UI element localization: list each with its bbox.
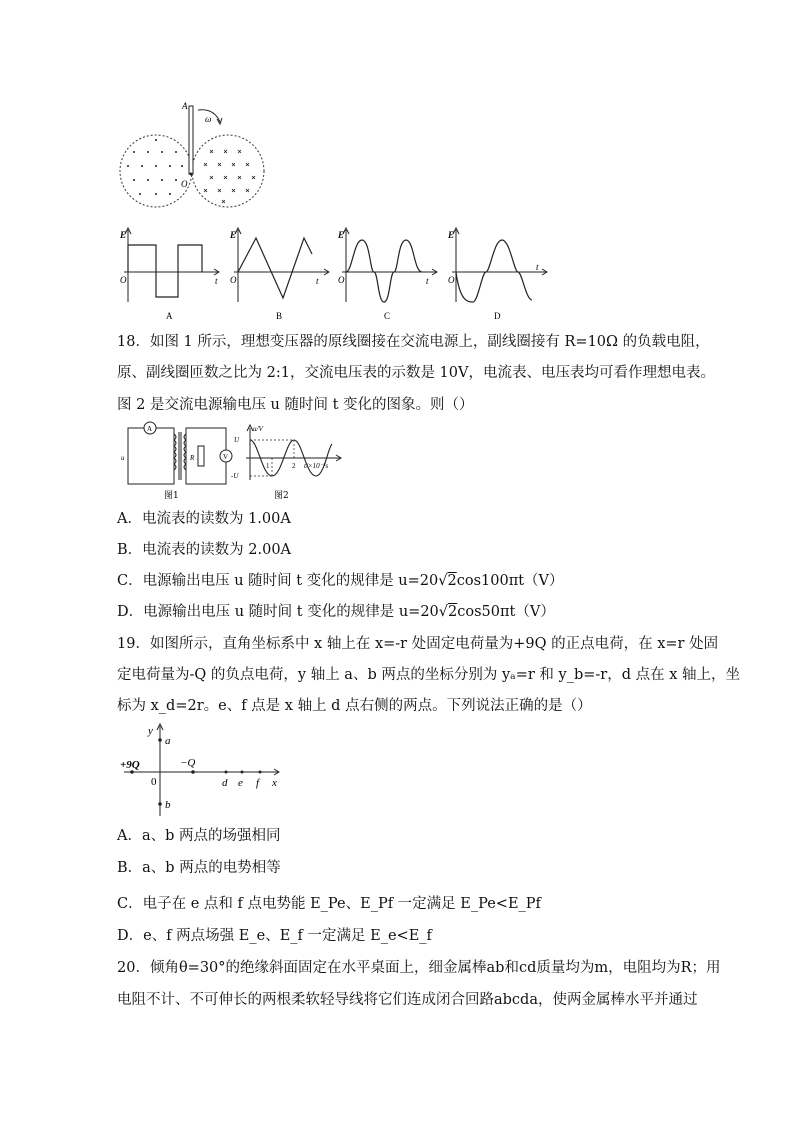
axis-t-label: t: [316, 276, 319, 286]
q20-stem-line-1: 20．倾角θ=30°的绝缘斜面固定在水平桌面上，细金属棒ab和cd质量均为m，电阻均为R；用: [117, 960, 721, 976]
point-a-label: a: [165, 735, 171, 747]
figure-1-caption: 图1: [164, 491, 179, 501]
q17-graph-d: [446, 226, 551, 322]
q19-stem-line-1: 19．如图所示，直角坐标系中 x 轴上在 x=-r 处固定电荷量为+9Q 的正点电荷，在 x=r 处固: [117, 636, 719, 652]
q20-stem-line-2: 电阻不计、不可伸长的两根柔软轻导线将它们连成闭合回路abcda，使两金属棒水平并通过: [117, 992, 698, 1008]
point-d-label: d: [222, 777, 228, 789]
figure-2-caption: 图2: [274, 491, 289, 501]
origin-label: O: [230, 275, 237, 285]
q19-stem-line-3: 标为 x_d=2r。e、f 点是 x 轴上 d 点右侧的两点。下列说法正确的是（）: [117, 698, 592, 714]
point-f-label: f: [256, 777, 260, 789]
t-axis-label: t/×10⁻²s: [304, 462, 329, 470]
q18-option-c: [117, 571, 677, 591]
q19-option-b: B．a、b 两点的电势相等: [117, 860, 281, 876]
y-axis-label: y: [148, 725, 153, 737]
q17-graph-c: [336, 226, 441, 322]
q17-graph-a: [118, 226, 223, 322]
x-axis-label: x: [272, 777, 277, 789]
tick-2-label: 2: [292, 462, 296, 470]
axis-e-label: E: [230, 230, 237, 240]
option-d-prefix: D．电源输出电压 u 随时间 t 变化的规律是 u=20: [117, 604, 439, 620]
graph-caption: C: [384, 311, 391, 321]
axis-e-label: E: [120, 230, 127, 240]
q18-stem-line-1: 18．如图 1 所示，理想变压器的原线圈接在交流电源上，副线圈接有 R=10Ω 的负载电阻，: [117, 334, 710, 350]
axis-t-label: t: [426, 276, 429, 286]
q18-option-b: B．电流表的读数为 2.00A: [117, 542, 292, 558]
q18-stem-line-3: 图 2 是交流电源输电压 u 随时间 t 变化的图象。则（）: [117, 397, 474, 413]
positive-charge-label: +9Q: [120, 759, 140, 771]
sqrt-symbol: √2: [438, 573, 457, 589]
um-label: U: [234, 436, 240, 444]
source-u-label: u: [121, 454, 125, 462]
axis-e-label: E: [338, 230, 345, 240]
origin-label: O: [448, 275, 455, 285]
origin-label: O: [338, 275, 345, 285]
voltmeter-label: V: [223, 453, 229, 461]
q18-option-d: [117, 602, 677, 622]
origin-label: O: [120, 275, 127, 285]
q17-rotating-rod-figure: [118, 100, 278, 218]
graph-caption: A: [166, 311, 173, 321]
point-e-label: e: [238, 777, 243, 789]
rod-end-label: A: [182, 101, 188, 111]
q19-coordinate-figure: [118, 720, 288, 818]
axis-e-label: E: [448, 230, 455, 240]
negative-charge-label: −Q: [180, 757, 196, 769]
option-c-suffix: cos100πt（V）: [456, 573, 564, 589]
q19-option-a: A．a、b 两点的场强相同: [117, 828, 281, 844]
option-d-suffix: cos50πt（V）: [457, 604, 555, 620]
q18-voltage-graph: [228, 422, 344, 502]
axis-t-label: t: [215, 276, 218, 286]
omega-label: ω: [205, 114, 212, 124]
q18-option-a: A．电流表的读数为 1.00A: [117, 511, 291, 527]
option-c-prefix: C．电源输出电压 u 随时间 t 变化的规律是 u=20: [117, 573, 439, 589]
graph-caption: B: [276, 311, 283, 321]
q17-graph-b: [228, 226, 333, 322]
pivot-label: O: [181, 179, 188, 189]
neg-um-label: -U: [231, 472, 239, 480]
sqrt-symbol: √2: [438, 604, 458, 620]
q18-transformer-circuit: [118, 420, 236, 502]
u-axis-label: u/V: [253, 425, 263, 433]
ammeter-label: A: [147, 425, 153, 433]
resistor-label: R: [190, 454, 195, 462]
axis-t-label: t: [536, 262, 539, 272]
q18-stem-line-2: 原、副线圈匝数之比为 2:1，交流电压表的示数是 10V，电流表、电压表均可看作理想电表。: [117, 365, 715, 381]
q19-stem-line-2: 定电荷量为-Q 的负点电荷，y 轴上 a、b 两点的坐标分别为 yₐ=r 和 y_b=-r，d 点在 x 轴上，坐: [117, 667, 741, 683]
origin-label: 0: [151, 776, 157, 788]
tick-1-label: 1: [266, 462, 270, 470]
point-b-label: b: [165, 799, 171, 811]
q19-option-c: C．电子在 e 点和 f 点电势能 E_Pe、E_Pf 一定满足 E_Pe<E_Pf: [117, 896, 541, 912]
graph-caption: D: [494, 311, 501, 321]
q19-option-d: D．e、f 两点场强 E_e、E_f 一定满足 E_e<E_f: [117, 928, 432, 944]
